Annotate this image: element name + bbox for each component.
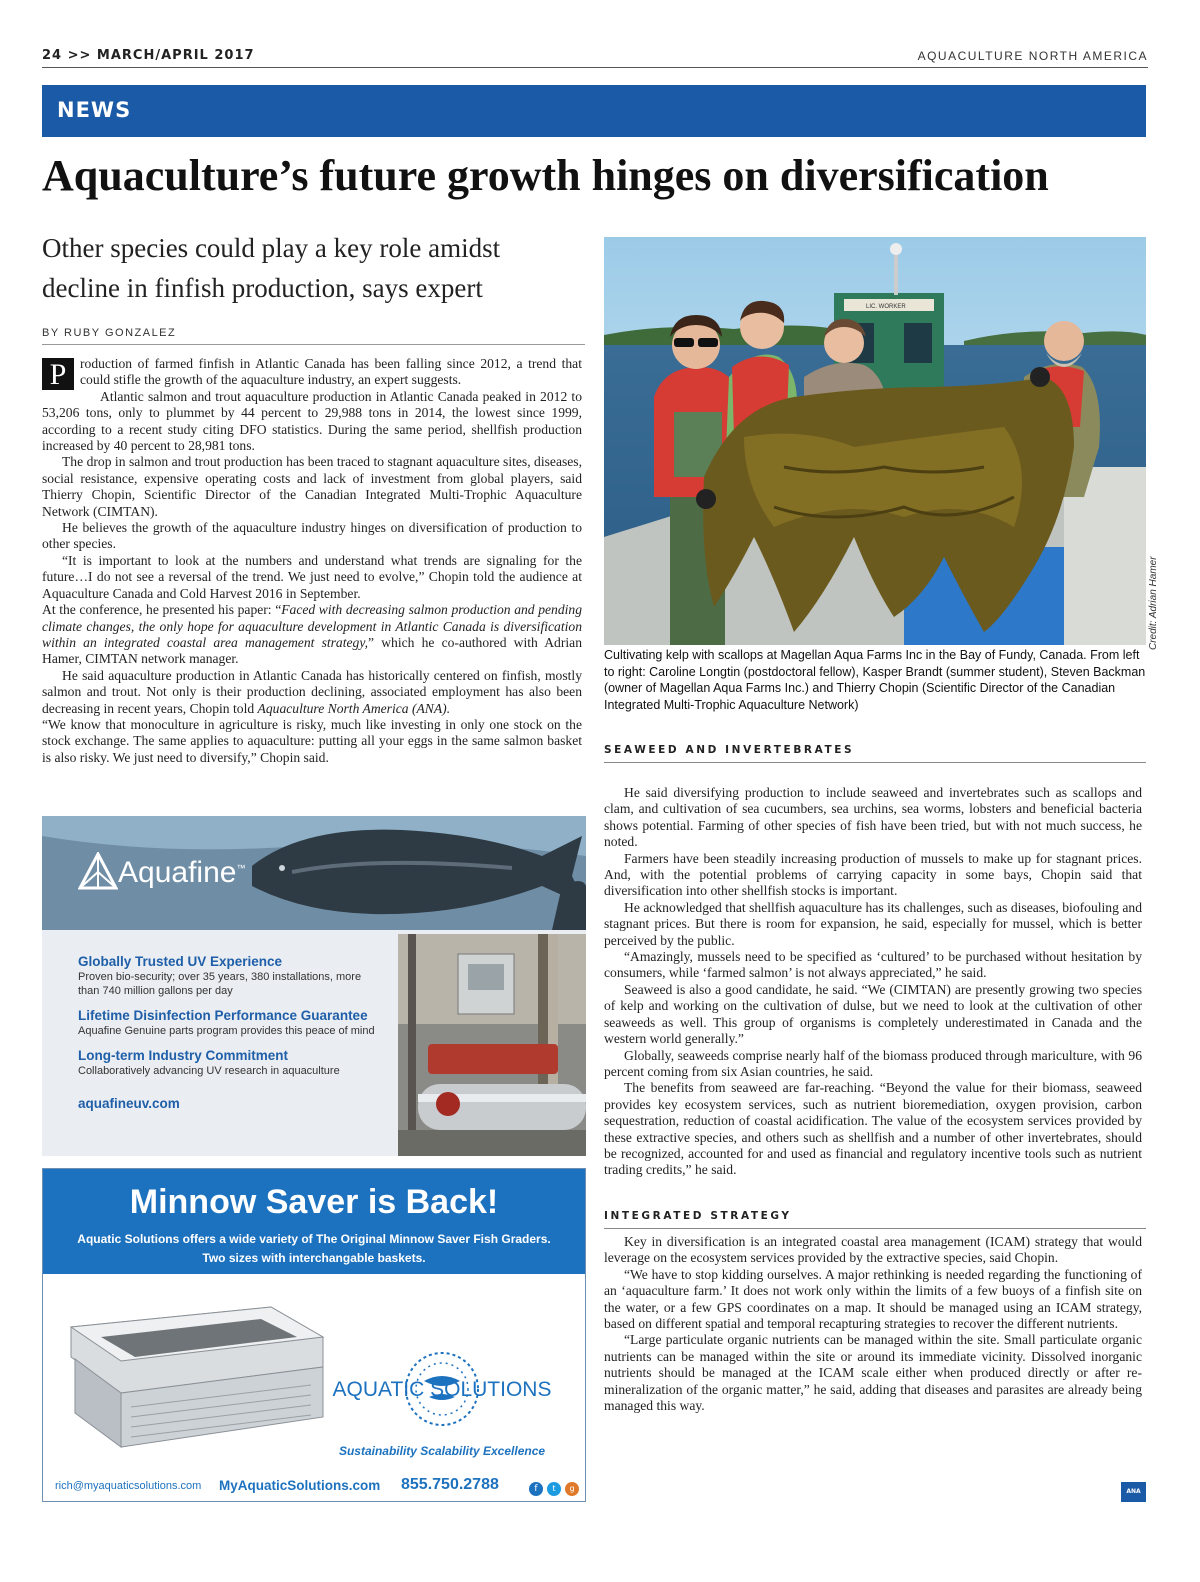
paragraph: At the conference, he presented his paper: “Faced with decreasing salmon production and pending climate changes, the only hope for aquaculture development in Atlantic Canada is diversification within an integrated coastal area management strategy,” which he co-authored with Adrian Hamer, CIMTAN network manager. xyxy=(42,602,583,667)
header-divider xyxy=(42,67,1148,68)
ad-subtitle: Aquatic Solutions offers a wide variety of The Original Minnow Saver Fish Graders. Two sizes with interchangable baskets. xyxy=(77,1232,551,1265)
ad-benefits xyxy=(78,954,378,1111)
paragraph: “We know that monoculture in agriculture is risky, much like investing in only one stock on the stock exchange. The same applies to aquaculture: putting all your eggs in the same salmon basket is also risky. We just need to diversify,” Chopin said. xyxy=(42,716,582,765)
ad-banner xyxy=(42,816,586,930)
paragraph: He said aquaculture production in Atlantic Canada has historically centered on finfish, mostly salmon and trout. Not only is their production declining, associated employment has also been decreasing in recent years, Chopin told Aquaculture North America (ANA). xyxy=(42,667,582,716)
aquafine-logo-icon xyxy=(78,852,118,892)
article-body-integrated xyxy=(604,1234,1142,1414)
byline: BY RUBY GONZALEZ xyxy=(42,327,177,339)
section-label: NEWS xyxy=(57,98,132,122)
fish-grader-image xyxy=(61,1297,331,1457)
section-heading-seaweed: SEAWEED AND INVERTEBRATES xyxy=(604,744,855,756)
paragraph: The drop in salmon and trout production has been traced to stagnant aquaculture sites, diseases, social resistance, expensive operating costs and lack of investment from global players, said Thierry Chopin, Scientific Director of the Canadian Integrated Multi-Trophic Aquaculture Network (CIMTAN). xyxy=(42,454,582,519)
social-icons xyxy=(529,1478,579,1496)
ad-tagline: Sustainability Scalability Excellence xyxy=(338,1444,546,1458)
paper-title: Faced with decreasing salmon production and pending climate changes, the only hope for aquaculture development in Atlantic Canada is diversification within an integrated coastal area management strategy, xyxy=(42,602,583,650)
benefit-text: Collaboratively advancing UV research in aquaculture xyxy=(78,1065,340,1077)
paragraph: “Amazingly, mussels need to be specified as ‘cultured’ to be purchased without hesitation by consumers, while ‘farmed salmon’ is not always appreciated,” he said. xyxy=(604,949,1142,981)
headline: Aquaculture’s future growth hinges on diversification xyxy=(42,151,1049,200)
photo-caption: Cultivating kelp with scallops at Magellan Aqua Farms Inc in the Bay of Fundy, Canada. From left to right: Caroline Longtin (postdoctoral fellow), Kasper Brandt (summer student), Steven Backman (owner of Magellan Aqua Farms Inc.) and Thierry Chopin (Scientific Director of the Canadian Integrated Multi-Trophic Aquaculture Network) xyxy=(604,648,1146,712)
article-body-seaweed xyxy=(604,785,1142,1179)
paragraph: The benefits from seaweed are far-reaching. “Beyond the value for their biomass, seaweed provides key ecosystem services, such as nutrient bioremediation, oxygen provision, carbon sequestration, reduction of coastal acidification. The value of the ecosystem services provided by these extractive species, and others such as shellfish and a number of other invertebrates, should be recognized, accounted for and used as financial and regulatory incentive tools such as nutrient trading credits,” he said. xyxy=(604,1080,1142,1178)
ad-title: Minnow Saver is Back! xyxy=(129,1183,499,1221)
contact-phone[interactable]: 855.750.2788 xyxy=(401,1476,499,1493)
minnow-saver-ad[interactable] xyxy=(42,1168,586,1502)
aquatic-solutions-wordmark: AQUATIC SOLUTIONS xyxy=(332,1378,552,1401)
aquafine-url[interactable]: aquafineuv.com xyxy=(78,1096,180,1111)
twitter-icon[interactable]: t xyxy=(547,1482,561,1496)
article-body-left xyxy=(42,356,582,766)
paragraph: He acknowledged that shellfish aquaculture has its challenges, such as diseases, biofouling and stagnant prices. But there is room for expansion, he said, especially for mussel, which is better perceived by the public. xyxy=(604,899,1142,948)
publication-ref: Aquaculture North America (ANA). xyxy=(257,700,451,716)
dek: Other species could play a key role amidst decline in finfish production, says expert xyxy=(42,233,501,303)
paragraph: Atlantic salmon and trout aquaculture production in Atlantic Canada peaked in 2012 to 53,206 tons, only to plummet by 44 percent to 29,988 tons in 2014, the lowest since 1999, according to a recent study citing DFO statistics. During the same period, shellfish production increased by 40 percent to 28,981 tons. xyxy=(42,388,582,454)
benefit-title: Globally Trusted UV Experience xyxy=(78,954,283,969)
section-divider xyxy=(604,1228,1146,1229)
paragraph: “It is important to look at the numbers and understand what trends are signaling for the future…I do not see a reversal of the trend. We just need to evolve,” Chopin told the audience at Aquaculture Canada and Cold Harvest 2016 in September. xyxy=(42,552,582,601)
paragraph: He believes the growth of the aquaculture industry hinges on diversification of production to other species. xyxy=(42,520,582,552)
aquafine-brand: Aquafine™ xyxy=(118,856,246,889)
paragraph: P roduction of farmed finfish in Atlantic Canada has been falling since 2012, a trend that could stifle the growth of the aquaculture industry, an expert suggests. xyxy=(42,356,582,389)
byline-divider xyxy=(42,344,585,345)
boat-sign: LIC. WORKER xyxy=(866,304,906,310)
aquafine-ad[interactable] xyxy=(42,816,586,1156)
paragraph: “Large particulate organic nutrients can be managed within the site. Small particulate organic nutrients can be managed within the site or around its immediate vicinity. Dissolved inorganic nutrients should be managed at the ICAM scale either when produced directly or after re-mineralization of the organic matter,” he said, adding that diseases and parasites are already being managed this way. xyxy=(604,1332,1142,1414)
paragraph: Globally, seaweeds comprise nearly half of the biomass produced through mariculture, with 96 percent coming from six Asian countries, he said. xyxy=(604,1047,1142,1079)
section-divider xyxy=(604,762,1146,763)
paragraph: Seaweed is also a good candidate, he said. “We (CIMTAN) are presently growing two species of kelp and working on the cultivation of dulse, but we need to look at the cultivation of other seaweeds as well. This group of organisms is completely underestimated in Canada and the western world generally.” xyxy=(604,981,1142,1047)
google-plus-icon[interactable]: g xyxy=(565,1482,579,1496)
section-band xyxy=(42,85,1146,137)
section-heading-integrated: INTEGRATED STRATEGY xyxy=(604,1210,792,1222)
contact-email[interactable]: rich@myaquaticsolutions.com xyxy=(55,1480,202,1492)
paragraph: “We have to stop kidding ourselves. A major rethinking is needed regarding the functioning of an ‘aquaculture farm.’ It does not work only within the limits of a few buoys of a finfish site on the water, or a few GPS coordinates on a map. It should be managed using an ICAM strategy, based on different spatial and temporal recapturing strategies to recover the different nutrients. xyxy=(604,1266,1142,1332)
drop-cap: P xyxy=(42,358,74,390)
benefit-title: Lifetime Disinfection Performance Guarantee xyxy=(78,1008,368,1023)
benefit-title: Long-term Industry Commitment xyxy=(78,1048,289,1063)
paragraph: He said diversifying production to include seaweed and invertebrates such as scallops and clam, and cultivation of sea cucumbers, sea urchins, sea worms, lobsters and beneficial bacteria shows potential. Farming of other species of fish have been tried, but with not much success, he noted. xyxy=(604,785,1142,850)
paragraph: Farmers have been steadily increasing production of mussels to make up for stagnant prices. And, with the potential problems of carrying capacity in some bays, Chopin said that diversification into other shellfish stocks is important. xyxy=(604,850,1142,899)
paragraph: Key in diversification is an integrated coastal area management (ICAM) strategy that would leverage on the ecosystem services provided by the extractive species, said Chopin. xyxy=(604,1234,1142,1266)
issue-date: 24 >> MARCH/APRIL 2017 xyxy=(42,48,255,63)
benefit-text: Aquafine Genuine parts program provides this peace of mind xyxy=(78,1025,375,1037)
publication-name: AQUACULTURE NORTH AMERICA xyxy=(917,49,1148,63)
kelp-photo xyxy=(604,237,1146,645)
contact-website[interactable]: MyAquaticSolutions.com xyxy=(219,1478,381,1493)
facebook-icon[interactable]: f xyxy=(529,1482,543,1496)
benefit-text: Proven bio-security; over 35 years, 380 installations, more than 740 million gallons per day xyxy=(78,971,362,997)
ana-logo: ANA xyxy=(1121,1482,1146,1502)
uv-equipment-photo xyxy=(398,934,586,1156)
